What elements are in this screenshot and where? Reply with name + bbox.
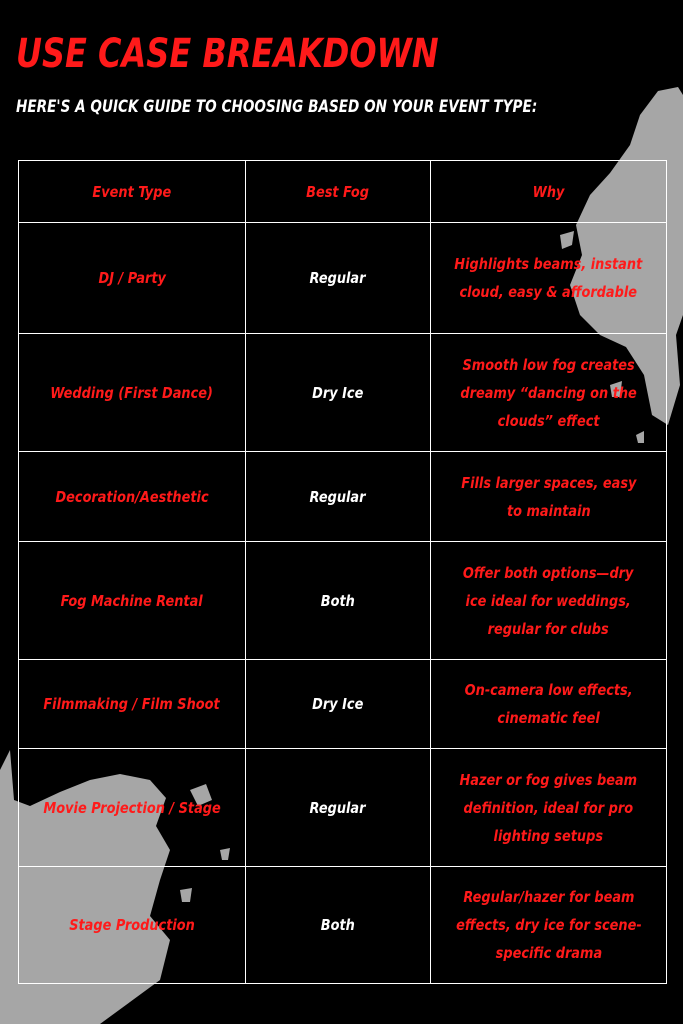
- best-fog-cell: Both: [246, 867, 431, 984]
- event-type-cell: Movie Projection / Stage: [19, 749, 246, 867]
- event-type-cell: Fog Machine Rental: [19, 542, 246, 660]
- why-cell: Smooth low fog creates dreamy “dancing on the clouds” effect: [431, 334, 667, 452]
- why-cell: Hazer or fog gives beam definition, ideal for pro lighting setups: [431, 749, 667, 867]
- why-cell: On-camera low effects, cinematic feel: [431, 660, 667, 749]
- table-row: [19, 660, 667, 749]
- table-row: [19, 749, 667, 867]
- event-type-cell: DJ / Party: [19, 223, 246, 334]
- table-row: [19, 223, 667, 334]
- table-row: [19, 542, 667, 660]
- best-fog-cell: Both: [246, 542, 431, 660]
- best-fog-cell: Dry Ice: [246, 660, 431, 749]
- fog-comparison-table: [18, 160, 667, 984]
- why-cell: Regular/hazer for beam effects, dry ice for scene- specific drama: [431, 867, 667, 984]
- event-type-cell: Wedding (First Dance): [19, 334, 246, 452]
- why-cell: Fills larger spaces, easy to maintain: [431, 452, 667, 542]
- event-type-cell: Decoration/Aesthetic: [19, 452, 246, 542]
- best-fog-cell: Regular: [246, 749, 431, 867]
- table-row: [19, 867, 667, 984]
- best-fog-cell: Dry Ice: [246, 334, 431, 452]
- event-type-cell: Stage Production: [19, 867, 246, 984]
- best-fog-cell: Regular: [246, 223, 431, 334]
- table-row: [19, 334, 667, 452]
- why-cell: Highlights beams, instant cloud, easy & affordable: [431, 223, 667, 334]
- best-fog-cell: Regular: [246, 452, 431, 542]
- header-why: Why: [431, 161, 667, 223]
- page-title: USE CASE BREAKDOWN: [16, 31, 439, 77]
- table-row: [19, 452, 667, 542]
- header-best-fog: Best Fog: [246, 161, 431, 223]
- header-event-type: Event Type: [19, 161, 246, 223]
- event-type-cell: Filmmaking / Film Shoot: [19, 660, 246, 749]
- page-subtitle: HERE'S A QUICK GUIDE TO CHOOSING BASED ON YOUR EVENT TYPE:: [16, 97, 538, 117]
- table-header-row: [19, 161, 667, 223]
- why-cell: Offer both options—dry ice ideal for weddings, regular for clubs: [431, 542, 667, 660]
